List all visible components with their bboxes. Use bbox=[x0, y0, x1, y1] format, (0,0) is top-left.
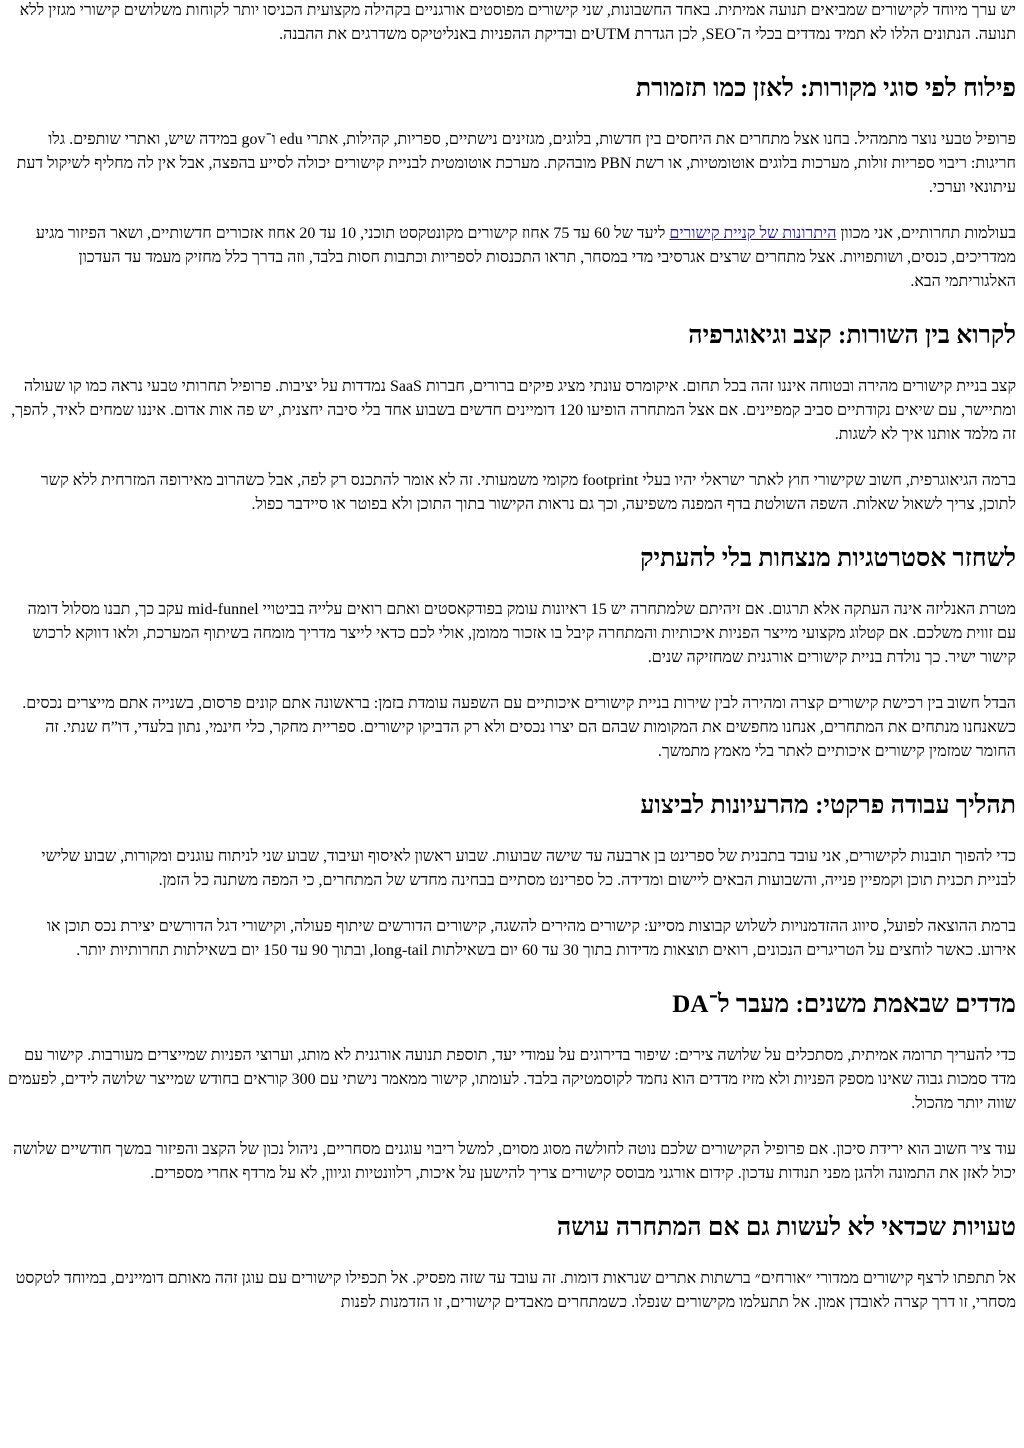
section-heading: לקרוא בין השורות: קצב וגיאוגרפיה bbox=[688, 322, 1016, 349]
section-heading: טעויות שכדאי לא לעשות גם אם המתחרה עושה bbox=[556, 1214, 1016, 1241]
link-buying-links-advantages[interactable]: היתרונות של קניית קישורים bbox=[669, 225, 837, 242]
section-heading: מדדים שבאמת משנים: מעבר ל־DA bbox=[672, 991, 1016, 1018]
paragraph: יש ערך מיוחד לקישורים שמביאים תנועה אמיתית. באחד החשבונות, שני קישורים מפוסטים אורגניים בקהילה מקצועית הכניסו יותר לקוחות משלושים קישורי מגזין ללא תנועה. הנתונים הללו לא תמיד נמדדים בכלי ה־SEO, לכן הגדרת UTMים ובדיקת ההפניות באנליטיקס משדרגים את ההבנה. bbox=[19, 2, 1016, 43]
paragraph-with-link bbox=[8, 222, 1016, 294]
section-heading: לשחזר אסטרטגיות מנצחות בלי להעתיק bbox=[640, 545, 1016, 572]
paragraph-text: ליעד של 60 עד 75 אחוז קישורים מקונטקסט תוכני, 10 עד 20 אחוז אזכורים חדשותיים, ושאר הפיזור מגיע ממדריכים, כנסים, ושותפויות. אצל מתחרים שרצים אגרסיבי מדי במסחר, תראו התכנסות לספריות וכתבות חסות בלבד, וזה בדרך כלל מחזיק מעמד עד העדכון האלגוריתמי הבא. bbox=[35, 225, 1016, 290]
paragraph-text: בעולמות תחרותיים, אני מכוון bbox=[836, 225, 1016, 242]
paragraph: ברמת ההוצאה לפועל, סיווג ההזדמנויות לשלוש קבוצות מסייע: קישורים מהירים להשגה, קישורים הדורשים שיתוף פעולה, וקישורי דגל הדורשים יצירת נכס תוכן או אירוע. כאשר לוחצים על הטריגרים הנכונים, רואים תוצאות מדידות בתוך 30 עד 60 יום בשאילתות long-tail, ובתוך 90 עד 150 יום בשאילתות תחרותיות יותר. bbox=[46, 918, 1016, 959]
paragraph: עוד ציר חשוב הוא ירידת סיכון. אם פרופיל הקישורים שלכם נוטה לחולשה מסוג מסוים, למשל ריבוי עוגנים מסחריים, ניהול נכון של הקצב והפיזור במשך חודשיים שלושה יכול לאזן את התמונה ולהגן מפני תנודות עדכון. קידום אורגני מבוסס קישורים צריך להישען על איכות, רלוונטיות וגיוון, לא על מרדף אחרי מספרים. bbox=[13, 1141, 1016, 1182]
paragraph: כדי להפוך תובנות לקישורים, אני עובד בתבנית של ספרינט בן ארבעה עד שישה שבועות. שבוע ראשון לאיסוף ועיבוד, שבוע שני לניתוח עוגנים ומקורות, שבוע שלישי לבניית תכנית תוכן וקמפיין פנייה, והשבועות הבאים ליישום ומדידה. כל ספרינט מסתיים בבחינה מחדש של המתחרים, כי המפה משתנה כל הזמן. bbox=[41, 848, 1016, 889]
section-heading: פילוח לפי סוגי מקורות: לאזן כמו תזמורת bbox=[635, 75, 1016, 102]
paragraph: אל תתפתו לרצף קישורים ממדורי ״אורחים״ ברשתות אתרים שנראות דומות. זה עובד עד שזה מפסיק. אל תכפילו קישורים עם עוגן זהה מאותם דומיינים, במיוחד לטקסט מסחרי, זו דרך קצרה לאובדן אמון. אל תתעלמו מקישורים שנפלו. כשמתחרים מאבדים קישורים, זו הזדמנות לפנות bbox=[15, 1270, 1016, 1311]
paragraph: קצב בניית קישורים מהירה ובטוחה איננו זהה בכל תחום. איקומרס עונתי מציג פיקים ברורים, חברות SaaS נמדדות על יציבות. פרופיל תחרותי טבעי נראה כמו קו שעולה ומתיישר, עם שיאים נקודתיים סביב קמפיינים. אם אצל המתחרה הופיעו 120 דומיינים חדשים בשבוע אחד בלי סיבה יחצנית, יש פה אות אדום. איננו שמחים לאיד, להפך, זה מלמד אותנו איך לא לשגות. bbox=[11, 378, 1016, 443]
paragraph: מטרת האנליזה אינה העתקה אלא תרגום. אם זיהיתם שלמתחרה יש 15 ראיונות עומק בפודקאסטים ואתם רואים עלייה בביטויי mid-funnel עקב כך, תבנו מסלול דומה עם זווית משלכם. אם קטלוג מקצועי מייצר הפניות איכותיות והמתחרה קיבל בו אזכור ממומן, אולי לכם כדאי לייצר מדריך מומחה בשיתוף המערכת, ולאו דווקא לרכוש קישור ישיר. כך נולדת בניית קישורים אורגנית שמחזיקה שנים. bbox=[27, 601, 1016, 666]
paragraph: פרופיל טבעי נוצר מתמהיל. בחנו אצל מתחרים את היחסים בין חדשות, בלוגים, מגזינים נישתיים, ספריות, קהילות, אתרי edu ו־gov במידה שיש, ואתרי שותפים. גלו חריגות: ריבוי ספריות זולות, מערכות בלוגים אוטומטיות, או רשת PBN מובהקת. מערכת אוטומטית לבניית קישורים יכולה לסייע בהפצה, אבל אין לה מחליף לשיקול דעת עיתונאי וערכי. bbox=[16, 131, 1016, 196]
paragraph: ברמה הגיאוגרפית, חשוב שקישורי חוץ לאתר ישראלי יהיו בעלי footprint מקומי משמעותי. זה לא אומר להתכנס רק לפה, אבל כשהרוב מאירופה המזרחית ללא קשר לתוכן, צריך לשאול שאלות. השפה השולטת בדף המפנה משפיעה, וכך גם נראות הקישור בתוך התוכן ולא בפוטר או סיידבר כפול. bbox=[40, 472, 1016, 513]
paragraph: הבדל חשוב בין רכישת קישורים קצרה ומהירה לבין שירות בניית קישורים איכותיים עם השפעה עומדת בזמן: בראשונה אתם קונים פרסום, בשנייה אתם מייצרים נכסים. כשאנחנו מנתחים את המתחרים, אנחנו מחפשים את המקומות שבהם הם יצרו נכסים ולא רק הדביקו קישורים. ספריית מחקר, כלי חינמי, נתון בלעדי, דו”ח שנתי. זה החומר שמזמין קישורים איכותיים לאתר בלי מאמץ מתמשך. bbox=[22, 695, 1016, 760]
section-heading: תהליך עבודה פרקטי: מהרעיונות לביצוע bbox=[640, 792, 1016, 819]
paragraph: כדי להעריך תרומה אמיתית, מסתכלים על שלושה צירים: שיפור בדירוגים על עמודי יעד, תוספת תנועה אורגנית לא מותג, וערוצי הפניות שמייצרים מעורבות. קישור עם מדד סמכות גבוה שאינו מספק הפניות ולא מזיז מדדים הוא נחמד לקוסמטיקה בלבד. לעומתו, קישור ממאמר נישתי עם 300 קוראים בחודש שמייצר שלושה לידים, לפעמים שווה יותר מהכול. bbox=[7, 1047, 1016, 1112]
